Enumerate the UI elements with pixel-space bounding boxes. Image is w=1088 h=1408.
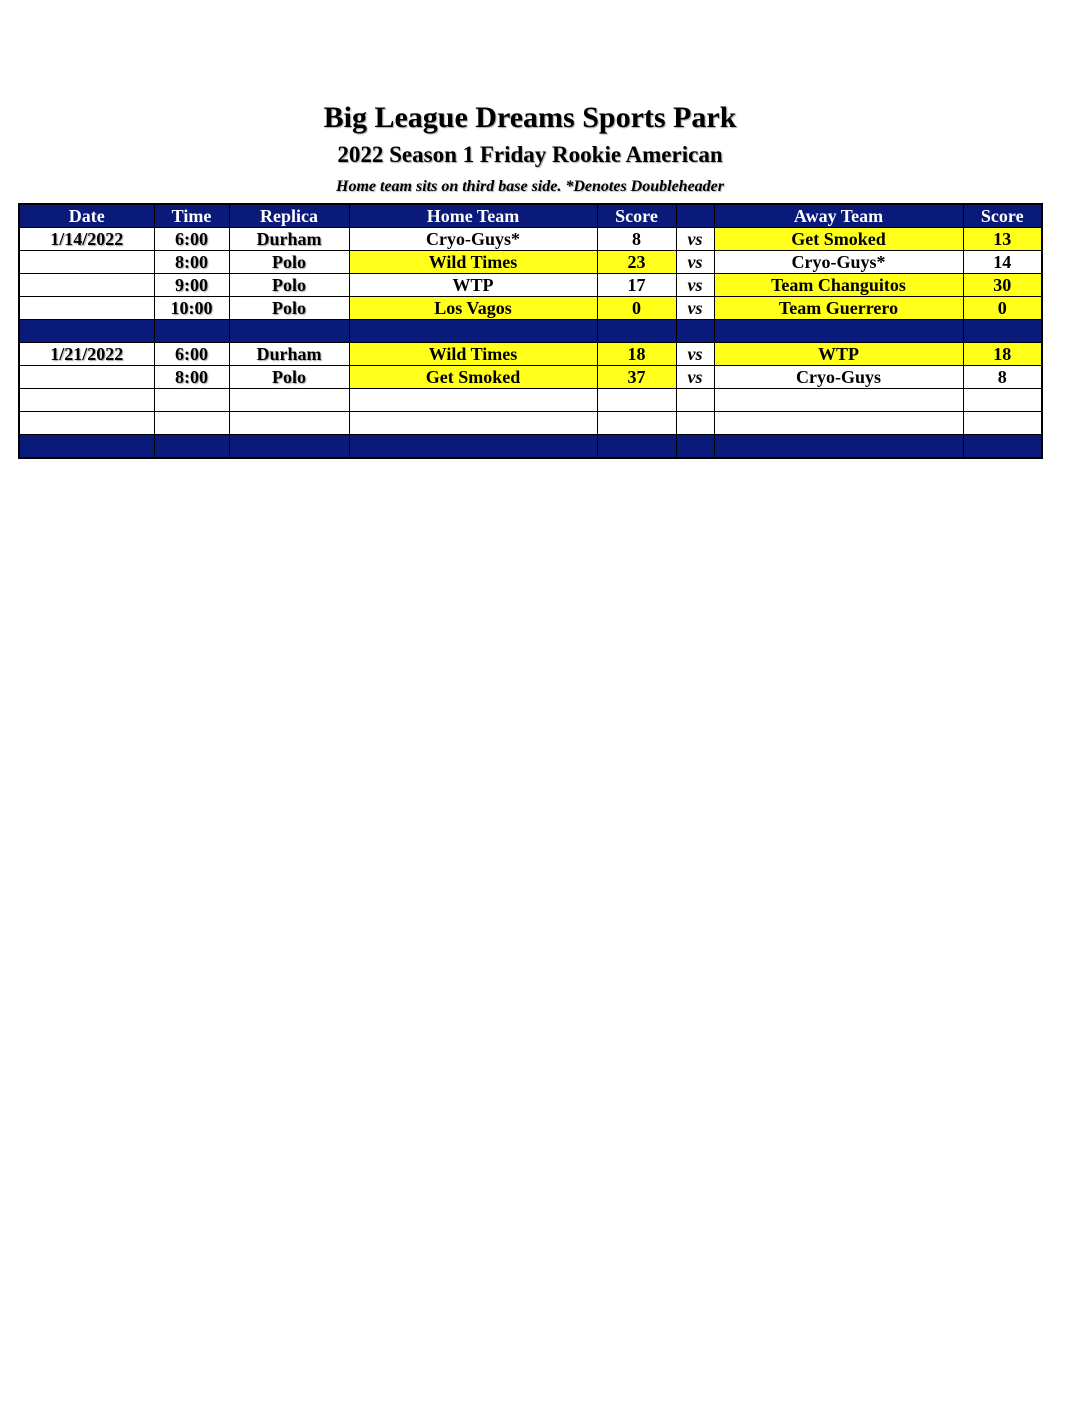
cell-vs: vs — [676, 366, 714, 389]
table-row — [19, 343, 1042, 366]
cell-date — [19, 366, 154, 389]
cell-replica: Polo — [229, 366, 349, 389]
week-separator-row — [19, 320, 1042, 343]
cell-away-score: 30 — [963, 274, 1042, 297]
separator-cell — [154, 435, 229, 459]
page-title: Big League Dreams Sports Park — [323, 101, 737, 134]
column-header-replica: Replica — [229, 204, 349, 228]
cell-time: 8:00 — [154, 366, 229, 389]
cell-away-team: WTP — [714, 343, 963, 366]
cell-replica: Polo — [229, 251, 349, 274]
cell-home-score: 18 — [597, 343, 676, 366]
separator-cell — [676, 320, 714, 343]
empty-row — [19, 389, 1042, 412]
cell-home-team: Get Smoked — [349, 366, 597, 389]
table-header-row — [19, 204, 1042, 228]
column-header-vs — [676, 204, 714, 228]
cell-home-team: Wild Times — [349, 251, 597, 274]
week-separator-row — [19, 435, 1042, 459]
cell-replica: Durham — [229, 343, 349, 366]
separator-cell — [597, 320, 676, 343]
column-header-home-score: Score — [597, 204, 676, 228]
cell-away-score: 0 — [963, 297, 1042, 320]
table-row — [19, 274, 1042, 297]
separator-cell — [714, 435, 963, 459]
separator-cell — [349, 435, 597, 459]
cell-home-score: 8 — [597, 228, 676, 251]
separator-cell — [676, 435, 714, 459]
cell-time: 6:00 — [154, 228, 229, 251]
table-row — [19, 297, 1042, 320]
empty-cell — [229, 412, 349, 435]
empty-cell — [154, 389, 229, 412]
column-header-date: Date — [19, 204, 154, 228]
separator-cell — [229, 320, 349, 343]
separator-cell — [154, 320, 229, 343]
cell-time: 10:00 — [154, 297, 229, 320]
cell-away-team: Team Guerrero — [714, 297, 963, 320]
cell-replica: Polo — [229, 297, 349, 320]
column-header-away-team: Away Team — [714, 204, 963, 228]
separator-cell — [229, 435, 349, 459]
cell-home-team: Wild Times — [349, 343, 597, 366]
table-row — [19, 251, 1042, 274]
empty-cell — [714, 389, 963, 412]
cell-away-team: Team Changuitos — [714, 274, 963, 297]
cell-away-score: 13 — [963, 228, 1042, 251]
column-header-home-team: Home Team — [349, 204, 597, 228]
empty-cell — [154, 412, 229, 435]
empty-cell — [19, 412, 154, 435]
cell-away-score: 14 — [963, 251, 1042, 274]
cell-replica: Polo — [229, 274, 349, 297]
empty-cell — [963, 389, 1042, 412]
empty-cell — [19, 389, 154, 412]
cell-date — [19, 251, 154, 274]
empty-cell — [714, 412, 963, 435]
cell-replica: Durham — [229, 228, 349, 251]
cell-time: 8:00 — [154, 251, 229, 274]
cell-home-score: 37 — [597, 366, 676, 389]
page-subtitle: 2022 Season 1 Friday Rookie American — [337, 142, 723, 167]
cell-away-score: 8 — [963, 366, 1042, 389]
cell-away-team: Cryo-Guys* — [714, 251, 963, 274]
empty-cell — [229, 389, 349, 412]
empty-cell — [597, 389, 676, 412]
empty-cell — [597, 412, 676, 435]
separator-cell — [349, 320, 597, 343]
cell-date: 1/14/2022 — [19, 228, 154, 251]
cell-away-score: 18 — [963, 343, 1042, 366]
cell-vs: vs — [676, 343, 714, 366]
table-row — [19, 366, 1042, 389]
cell-home-score: 17 — [597, 274, 676, 297]
cell-home-score: 23 — [597, 251, 676, 274]
cell-vs: vs — [676, 297, 714, 320]
cell-vs: vs — [676, 274, 714, 297]
column-header-away-score: Score — [963, 204, 1042, 228]
cell-home-score: 0 — [597, 297, 676, 320]
cell-away-team: Get Smoked — [714, 228, 963, 251]
schedule-table — [18, 203, 1043, 459]
separator-cell — [19, 320, 154, 343]
cell-date: 1/21/2022 — [19, 343, 154, 366]
separator-cell — [714, 320, 963, 343]
cell-vs: vs — [676, 228, 714, 251]
separator-cell — [963, 320, 1042, 343]
cell-date — [19, 274, 154, 297]
empty-row — [19, 412, 1042, 435]
empty-cell — [349, 389, 597, 412]
table-row — [19, 228, 1042, 251]
separator-cell — [19, 435, 154, 459]
empty-cell — [676, 412, 714, 435]
cell-home-team: Los Vagos — [349, 297, 597, 320]
cell-time: 9:00 — [154, 274, 229, 297]
separator-cell — [963, 435, 1042, 459]
empty-cell — [963, 412, 1042, 435]
cell-home-team: Cryo-Guys* — [349, 228, 597, 251]
cell-time: 6:00 — [154, 343, 229, 366]
cell-away-team: Cryo-Guys — [714, 366, 963, 389]
empty-cell — [676, 389, 714, 412]
cell-home-team: WTP — [349, 274, 597, 297]
empty-cell — [349, 412, 597, 435]
cell-date — [19, 297, 154, 320]
schedule-note: Home team sits on third base side. *Denotes Doubleheader — [336, 178, 724, 195]
column-header-time: Time — [154, 204, 229, 228]
separator-cell — [597, 435, 676, 459]
cell-vs: vs — [676, 251, 714, 274]
